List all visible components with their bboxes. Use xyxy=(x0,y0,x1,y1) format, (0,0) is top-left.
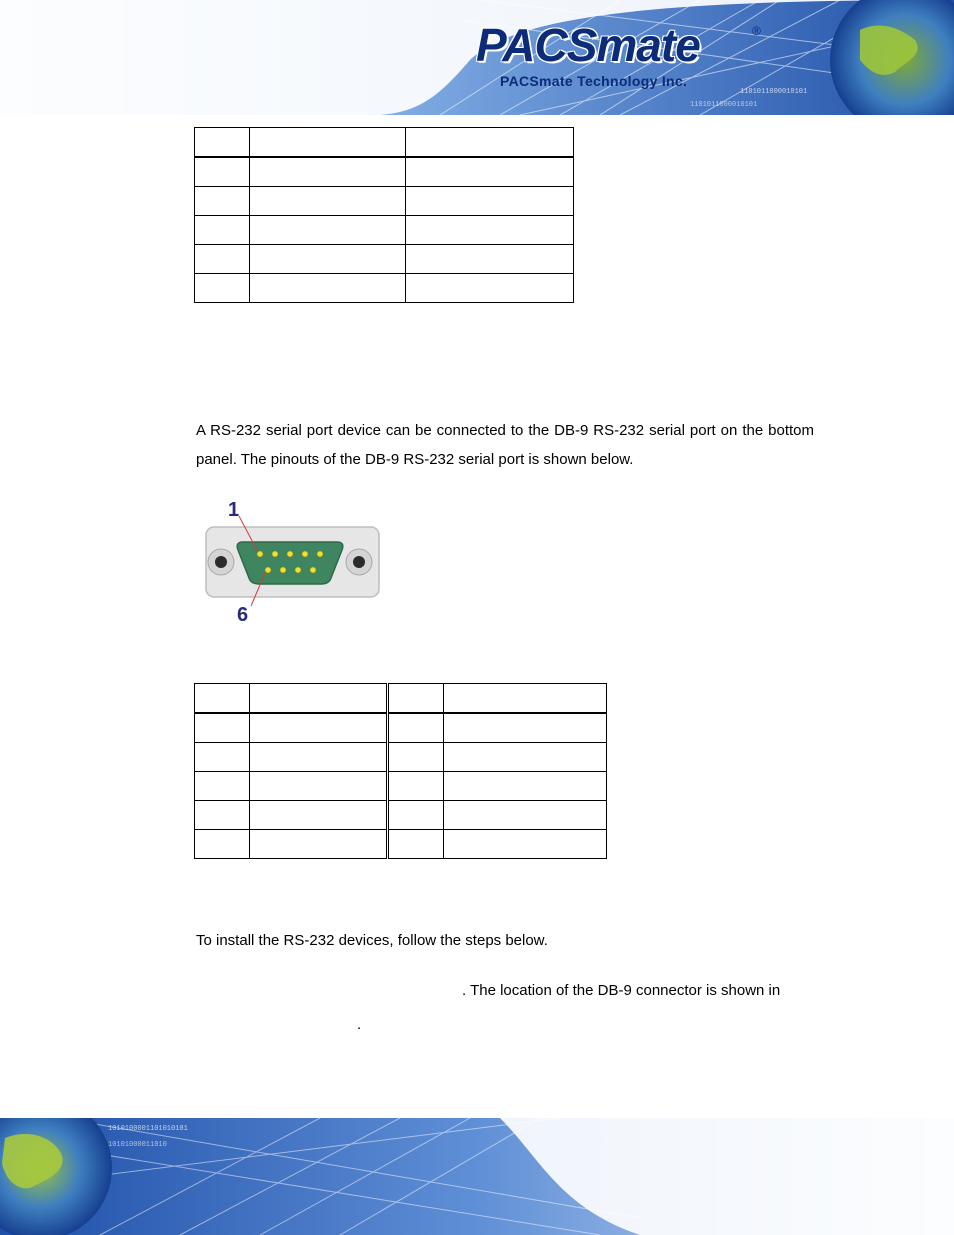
table-pinouts xyxy=(194,683,607,859)
footer-banner xyxy=(0,1118,954,1235)
table-row xyxy=(195,128,574,158)
pin-label-1: 1 xyxy=(228,499,240,521)
table-cell xyxy=(250,684,388,714)
company-name: PACSmate Technology Inc. xyxy=(500,73,688,89)
table-cell xyxy=(250,245,406,274)
table-cell xyxy=(388,713,444,743)
table-cell xyxy=(444,684,607,714)
table-row xyxy=(195,830,607,859)
table-cell xyxy=(250,216,406,245)
table-row xyxy=(195,772,607,801)
table-cell xyxy=(444,830,607,859)
table-cell xyxy=(388,830,444,859)
banner-digits: 1101011000010101 xyxy=(740,88,808,96)
table-cell xyxy=(250,187,406,216)
table-cell xyxy=(250,801,388,830)
table-cell xyxy=(444,772,607,801)
table-cell xyxy=(406,274,574,303)
table-cell xyxy=(195,216,250,245)
banner-digits-2: 1101011000010101 xyxy=(690,101,758,109)
table-cell xyxy=(195,801,250,830)
table-cell xyxy=(388,772,444,801)
pin-label-6: 6 xyxy=(237,604,249,626)
table-cell xyxy=(406,245,574,274)
table-cell xyxy=(195,684,250,714)
table-cell xyxy=(406,157,574,187)
table-cell xyxy=(388,743,444,772)
table-cell xyxy=(388,684,444,714)
table-cell xyxy=(388,801,444,830)
table-cell xyxy=(250,830,388,859)
table-cell xyxy=(195,274,250,303)
step-text-end: . xyxy=(357,1016,362,1033)
connector-insert xyxy=(237,542,343,584)
table-cell xyxy=(195,128,250,158)
registered-mark: ® xyxy=(752,24,761,38)
table-cell xyxy=(406,128,574,158)
table-row xyxy=(195,216,574,245)
footer-digits-2: 10101000011010 xyxy=(108,1141,167,1149)
table-cell xyxy=(195,743,250,772)
table-row xyxy=(195,157,574,187)
intro-paragraph: A RS-232 serial port device can be connected to the DB-9 RS-232 serial port on the bottom panel. The pinouts of the DB-9 RS-232 serial port is shown below. xyxy=(196,422,814,468)
footer-digits-1: 1010100001101010101 xyxy=(108,1125,188,1133)
table-row xyxy=(195,245,574,274)
table-cell xyxy=(250,743,388,772)
table-cell xyxy=(406,187,574,216)
table-cell xyxy=(250,713,388,743)
table-cell xyxy=(250,274,406,303)
table-row xyxy=(195,801,607,830)
brand-logo: PACSmate xyxy=(476,19,700,71)
table-cell xyxy=(195,772,250,801)
table-cell xyxy=(195,157,250,187)
table-cell xyxy=(250,772,388,801)
table-cell xyxy=(195,245,250,274)
table-cell xyxy=(444,713,607,743)
table-cell xyxy=(406,216,574,245)
table-cell xyxy=(250,157,406,187)
db9-connector-figure xyxy=(203,494,383,630)
table-row xyxy=(195,274,574,303)
table-row xyxy=(195,187,574,216)
step-text-fragment: . The location of the DB-9 connector is shown in xyxy=(462,982,781,999)
table-cell xyxy=(250,128,406,158)
table-cell xyxy=(444,801,607,830)
table-top xyxy=(194,127,574,303)
table-row xyxy=(195,684,607,714)
install-paragraph: To install the RS-232 devices, follow the steps below. xyxy=(196,932,548,949)
table-cell xyxy=(195,713,250,743)
table-row xyxy=(195,713,607,743)
table-cell xyxy=(444,743,607,772)
table-cell xyxy=(195,830,250,859)
table-row xyxy=(195,743,607,772)
table-cell xyxy=(195,187,250,216)
